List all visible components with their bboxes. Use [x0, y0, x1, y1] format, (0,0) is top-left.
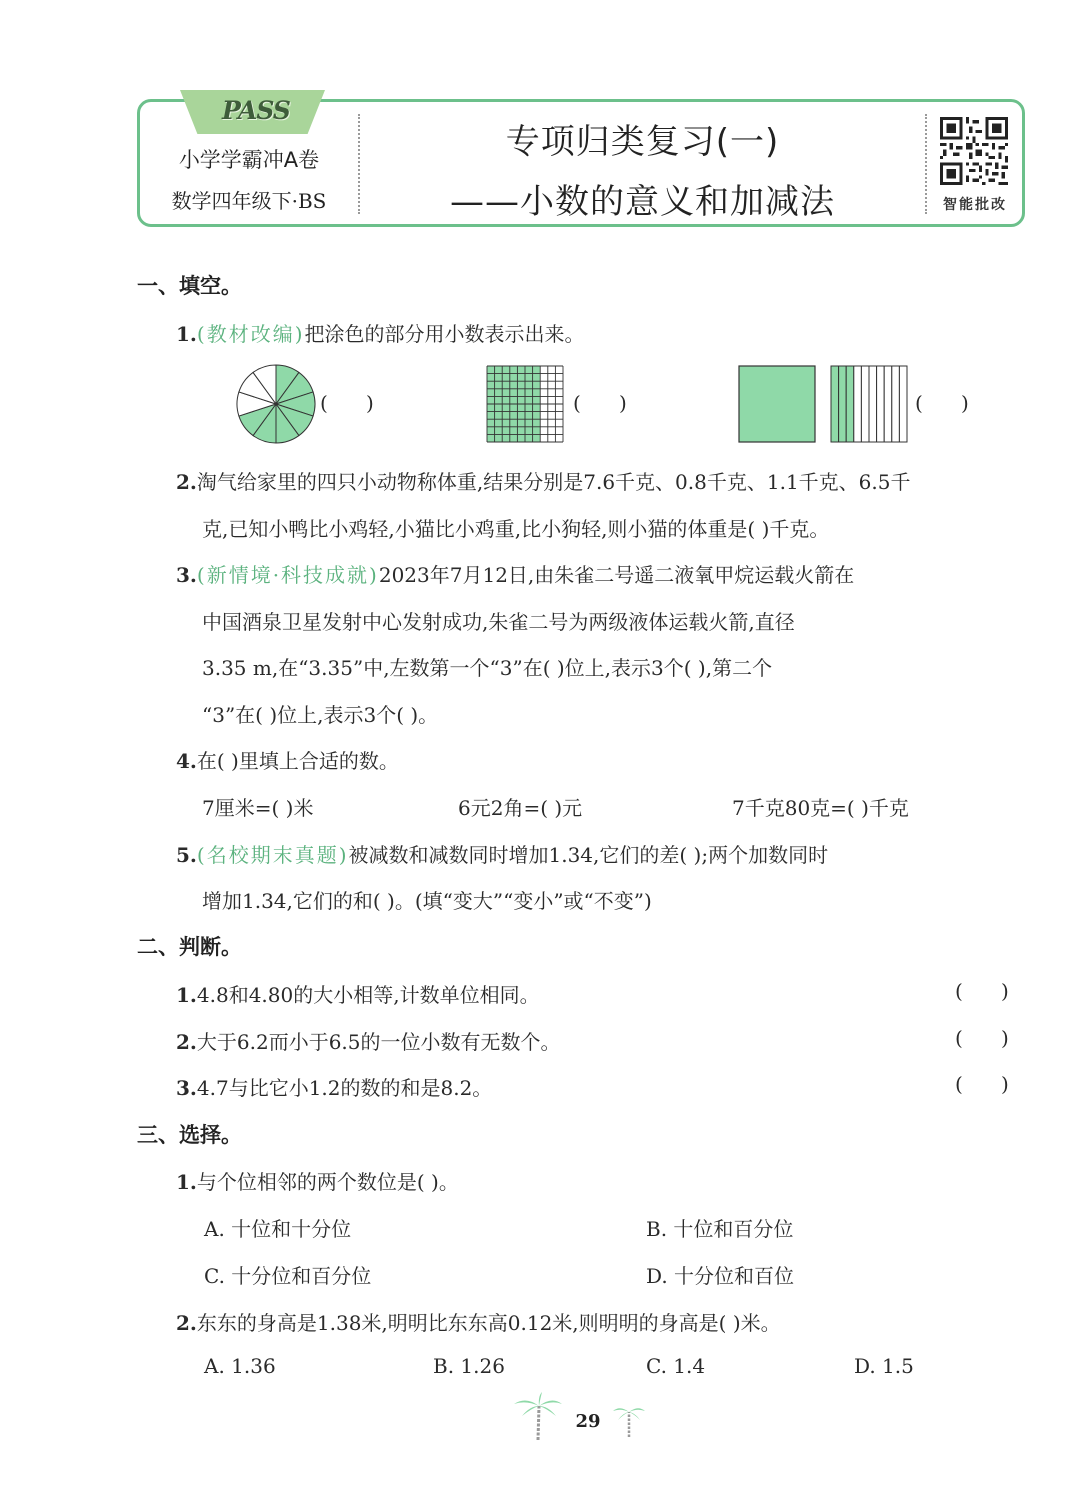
- header-banner: [137, 96, 1025, 227]
- question-text: 4.7与比它小1.2的数的和是8.2。: [196, 1076, 493, 1100]
- tenth-strip: [877, 366, 885, 442]
- question-1-4: [176, 745, 399, 774]
- question-number: 4.: [176, 749, 197, 773]
- judge-blank[interactable]: ( ): [955, 1026, 1009, 1050]
- tenth-strip: [831, 366, 839, 442]
- judge-item-3: [176, 1072, 492, 1101]
- answer-blank[interactable]: ( ): [573, 391, 627, 415]
- question-tag: (名校期末真题): [196, 843, 349, 867]
- question-number: 1.: [176, 983, 197, 1007]
- hundred-grid-figure: [486, 365, 566, 443]
- question-number: 2.: [176, 470, 197, 494]
- question-number: 2.: [176, 1030, 197, 1054]
- question-1-5-line1: [176, 839, 828, 868]
- question-number: 1.: [176, 1170, 197, 1194]
- question-number: 2.: [176, 1311, 197, 1335]
- question-text: 2023年7月12日,由朱雀二号遥二液氧甲烷运载火箭在: [378, 563, 855, 587]
- option-d[interactable]: D. 1.5: [854, 1354, 914, 1378]
- question-1-3-line4: “3”在( )位上,表示3个( )。: [202, 703, 439, 727]
- answer-blank[interactable]: ( ): [320, 391, 374, 415]
- judge-item-1: [176, 979, 540, 1008]
- tenth-strip: [884, 366, 892, 442]
- palm-tree-icon: [612, 1402, 646, 1438]
- question-1-5-line2: 增加1.34,它们的和( )。(填“变大”“变小”或“不变”): [202, 889, 652, 913]
- page-subtitle: ——小数的意义和加减法: [450, 182, 835, 222]
- section-heading-multiple-choice: 三、选择。: [137, 1123, 242, 1147]
- question-text: 4.8和4.80的大小相等,计数单位相同。: [196, 983, 540, 1007]
- option-a[interactable]: A. 1.36: [204, 1354, 276, 1378]
- tenth-strip: [854, 366, 862, 442]
- question-1-3-line2: 中国酒泉卫星发射中心发射成功,朱雀二号为两级液体运载火箭,直径: [202, 610, 795, 634]
- judge-blank[interactable]: ( ): [955, 979, 1009, 1003]
- option-c[interactable]: C. 1.4: [646, 1354, 706, 1378]
- tenth-strip: [861, 366, 869, 442]
- question-number: 3.: [176, 1076, 197, 1100]
- question-text: 被减数和减数同时增加1.34,它们的差( );两个加数同时: [348, 843, 829, 867]
- page-title: 专项归类复习(一): [505, 122, 780, 162]
- qr-code-icon[interactable]: [940, 117, 1008, 185]
- question-text: 与个位相邻的两个数位是( )。: [196, 1170, 459, 1194]
- question-tag: (教材改编): [196, 322, 305, 346]
- question-1-3-line1: [176, 559, 854, 588]
- question-text: 大于6.2而小于6.5的一位小数有无数个。: [196, 1030, 561, 1054]
- question-text: 东东的身高是1.38米,明明比东东高0.12米,则明明的身高是( )米。: [196, 1311, 781, 1335]
- qr-label: 智能批改: [943, 197, 1007, 213]
- choice-question-2: [176, 1307, 781, 1336]
- option-b[interactable]: B. 1.26: [433, 1354, 505, 1378]
- circle-fraction-figure: [234, 362, 318, 446]
- judge-item-2: [176, 1026, 561, 1055]
- question-text: 淘气给家里的四只小动物称体重,结果分别是7.6千克、0.8千克、1.1千克、6.5千: [196, 470, 911, 494]
- conversion-item-2: 6元2角=( )元: [458, 796, 583, 820]
- question-number: 3.: [176, 563, 197, 587]
- judge-blank[interactable]: ( ): [955, 1072, 1009, 1096]
- conversion-item-3: 7千克80克=( )千克: [732, 796, 909, 820]
- book-name: 小学学霸冲A卷: [178, 148, 320, 172]
- conversion-item-1: 7厘米=( )米: [202, 796, 314, 820]
- book-grade: 数学四年级下·BS: [171, 189, 327, 213]
- question-text: 把涂色的部分用小数表示出来。: [304, 322, 585, 346]
- tenth-strip: [846, 366, 854, 442]
- pass-logo: PASS: [222, 96, 290, 125]
- tenth-strip: [899, 366, 907, 442]
- page-number: 29: [575, 1411, 601, 1432]
- question-tag: (新情境·科技成就): [196, 563, 379, 587]
- whole-and-tenths-figure: [738, 365, 910, 445]
- question-1-2-line1: [176, 466, 910, 495]
- option-a[interactable]: A. 十位和十分位: [204, 1217, 352, 1241]
- section-heading-true-false: 二、判断。: [137, 935, 242, 959]
- question-text: 在( )里填上合适的数。: [196, 749, 399, 773]
- palm-tree-icon: [512, 1392, 564, 1442]
- question-1-3-line3: 3.35 m,在“3.35”中,左数第一个“3”在( )位上,表示3个( ),第二个: [202, 656, 773, 680]
- choice-question-1: [176, 1166, 459, 1195]
- question-1-1: [176, 318, 585, 347]
- section-heading-fill-blanks: 一、填空。: [137, 274, 242, 298]
- option-c[interactable]: C. 十分位和百分位: [204, 1264, 372, 1288]
- tenth-strip: [869, 366, 877, 442]
- option-d[interactable]: D. 十分位和百位: [646, 1264, 795, 1288]
- tenth-strip: [839, 366, 847, 442]
- question-number: 5.: [176, 843, 197, 867]
- question-1-2-line2: 克,已知小鸭比小鸡轻,小猫比小鸡重,比小狗轻,则小猫的体重是( )千克。: [202, 517, 830, 541]
- question-number: 1.: [176, 322, 197, 346]
- option-b[interactable]: B. 十位和百分位: [646, 1217, 794, 1241]
- answer-blank[interactable]: ( ): [915, 391, 969, 415]
- tenth-strip: [892, 366, 900, 442]
